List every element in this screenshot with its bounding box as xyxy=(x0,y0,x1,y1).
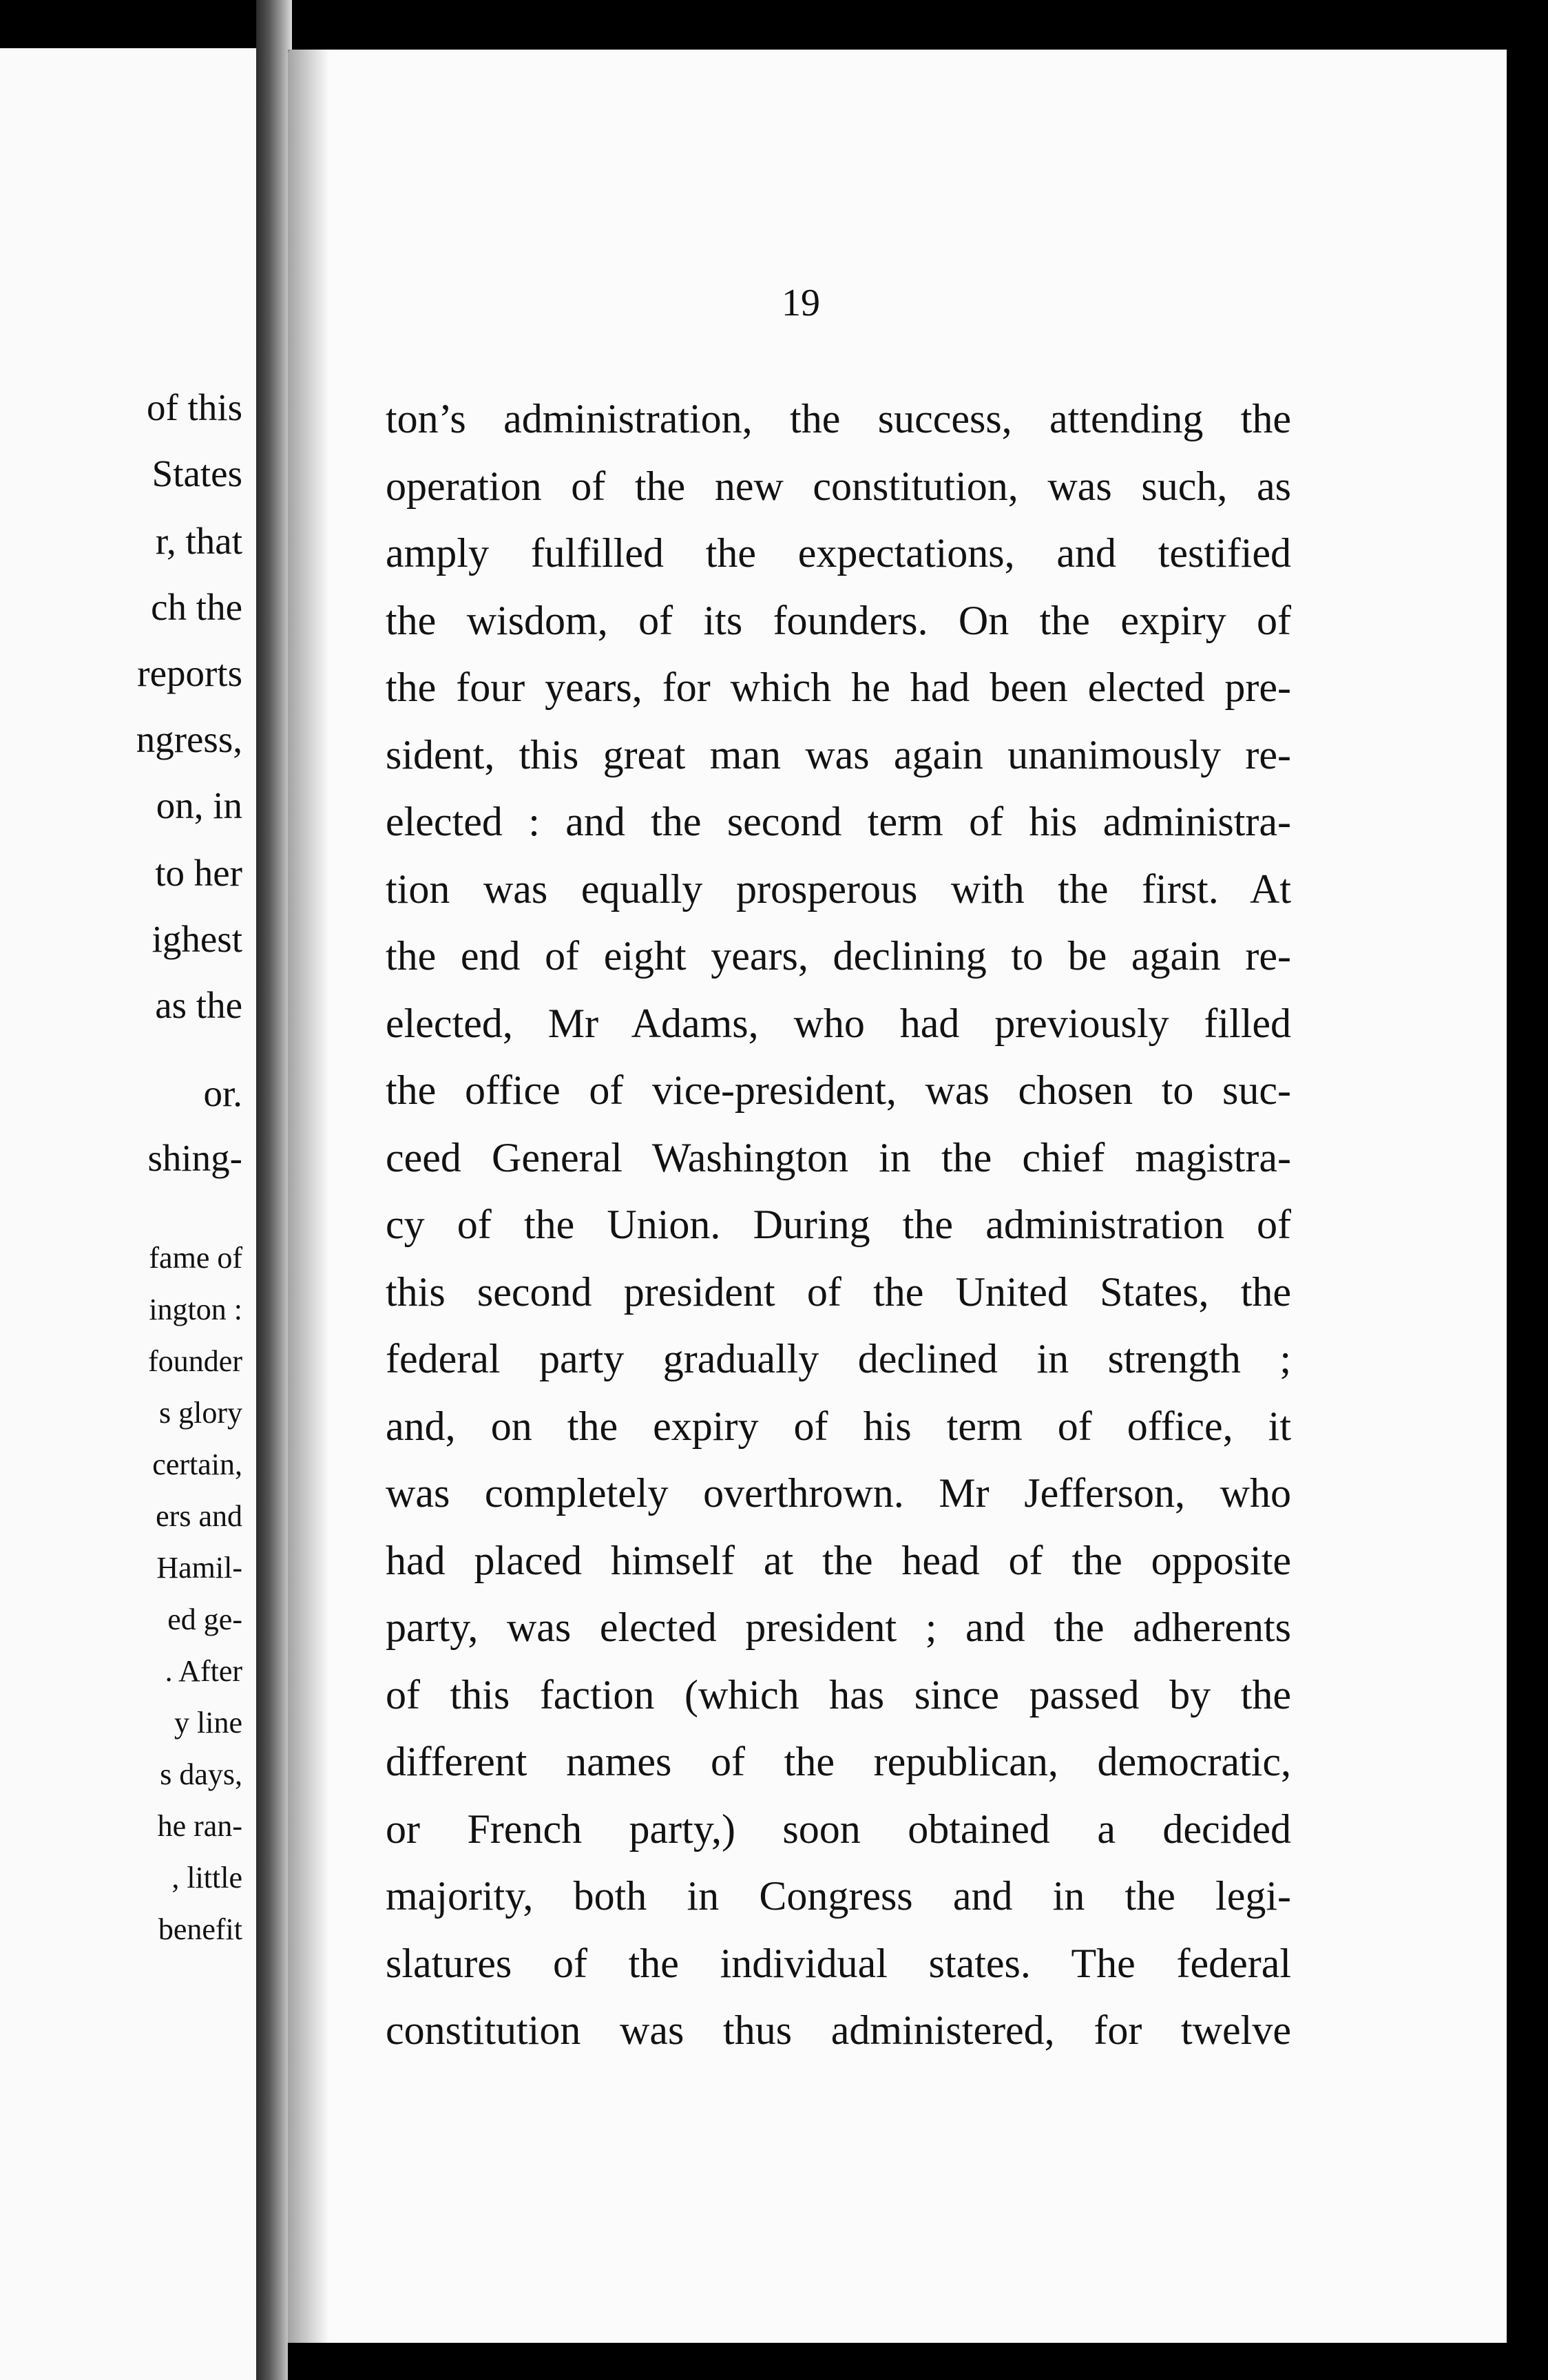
book-gutter-shadow xyxy=(256,0,292,2380)
text-line: this second president of the United States, the xyxy=(386,1269,1291,1315)
text-line: had placed himself at the head of the opposite xyxy=(386,1537,1291,1583)
text-line: the office of vice-president, was chosen to suc- xyxy=(386,1067,1291,1113)
left-page-line: States xyxy=(151,452,242,494)
left-page-line: or. xyxy=(203,1072,242,1114)
left-page-footnote-line: benefit xyxy=(158,1912,242,1946)
left-page-footnote-line: ington : xyxy=(149,1293,242,1326)
left-page-footnote-line: ers and xyxy=(156,1499,242,1533)
text-line: sident, this great man was again unanimously re- xyxy=(386,731,1291,777)
left-page-line: ch the xyxy=(151,586,242,628)
left-page-footnote-line: ed ge- xyxy=(167,1603,242,1636)
text-line: cy of the Union. During the administration of xyxy=(386,1202,1291,1247)
left-page-line: of this xyxy=(146,386,242,428)
left-page-footnote-line: , little xyxy=(171,1861,242,1894)
left-page-footnote-line: fame of xyxy=(149,1241,242,1275)
left-facing-page xyxy=(0,48,256,2380)
left-page-line: on, in xyxy=(156,784,242,826)
text-line: the four years, for which he had been elected pre- xyxy=(386,665,1291,710)
text-line: or French party,) soon obtained a decided xyxy=(386,1806,1291,1852)
left-page-footnote-line: certain, xyxy=(152,1448,242,1481)
left-page-line: reports xyxy=(137,652,242,694)
text-line: ton’s administration, the success, attending the xyxy=(386,396,1291,441)
left-page-line: r, that xyxy=(155,520,242,562)
text-line: elected : and the second term of his administra- xyxy=(386,799,1291,844)
page-bottom-edge xyxy=(288,2343,1507,2380)
text-line: different names of the republican, democratic, xyxy=(386,1739,1291,1784)
text-line: the end of eight years, declining to be again re- xyxy=(386,933,1291,979)
text-line: the wisdom, of its founders. On the expiry of xyxy=(386,597,1291,643)
left-page-line: ighest xyxy=(151,918,242,960)
text-line: of this faction (which has since passed by the xyxy=(386,1671,1291,1718)
text-line: federal party gradually declined in strength ; xyxy=(386,1336,1291,1381)
left-page-line: as the xyxy=(155,984,242,1026)
text-line: ceed General Washington in the chief magistra- xyxy=(386,1134,1291,1180)
left-page-footnote-line: founder xyxy=(148,1344,242,1378)
left-page-line: shing- xyxy=(147,1137,242,1179)
page-number: 19 xyxy=(782,282,820,324)
text-line: slatures of the individual states. The federal xyxy=(386,1940,1291,1986)
left-page-line: ngress, xyxy=(136,718,242,760)
text-line: operation of the new constitution, was such, as xyxy=(386,463,1291,509)
left-page-footnote-line: y line xyxy=(174,1706,242,1740)
page-curl-shadow xyxy=(288,50,329,2343)
left-page-footnote-line: . After xyxy=(165,1654,242,1688)
text-line: party, was elected president ; and the adherents xyxy=(386,1605,1291,1650)
left-page-line: to her xyxy=(155,852,242,894)
text-line: was completely overthrown. Mr Jefferson, who xyxy=(386,1470,1291,1516)
text-line: amply fulfilled the expectations, and testified xyxy=(386,530,1291,576)
text-line: constitution was thus administered, for twelve xyxy=(386,2007,1291,2053)
left-page-footnote-line: s glory xyxy=(159,1396,242,1430)
left-page-footnote-line: he ran- xyxy=(157,1809,242,1843)
text-line: tion was equally prosperous with the first. At xyxy=(386,866,1291,912)
left-page-footnote-line: Hamil- xyxy=(156,1551,242,1585)
text-line: elected, Mr Adams, who had previously filled xyxy=(386,1000,1291,1046)
text-line: majority, both in Congress and in the legi- xyxy=(386,1873,1291,1919)
text-line: and, on the expiry of his term of office, it xyxy=(386,1403,1291,1449)
body-text xyxy=(386,386,1291,2065)
left-page-footnote-line: s days, xyxy=(160,1757,242,1791)
